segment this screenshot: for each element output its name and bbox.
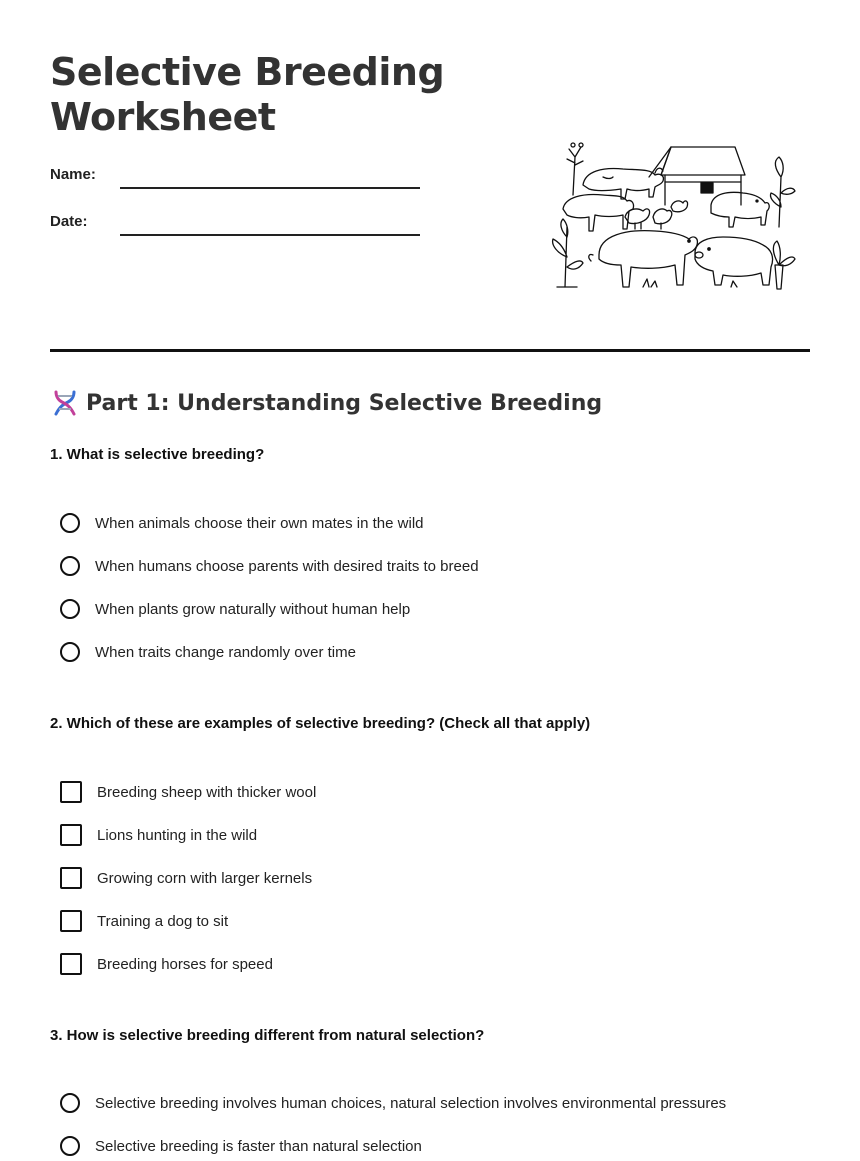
date-field[interactable] (120, 234, 420, 236)
q1-option-1[interactable] (60, 510, 424, 536)
option-label: Training a dog to sit (97, 912, 229, 930)
question-3: 3. How is selective breeding different from natural selection? (50, 1027, 485, 1044)
q1-option-4[interactable] (60, 639, 356, 665)
title-line-2: Worksheet (50, 95, 276, 139)
question-1: 1. What is selective breeding? (50, 446, 265, 463)
option-label: Lions hunting in the wild (97, 826, 258, 844)
option-label: When plants grow naturally without human help (95, 600, 411, 618)
worksheet-page (50, 0, 810, 1155)
option-label: When animals choose their own mates in the wild (95, 514, 424, 532)
q2-option-4[interactable] (60, 908, 228, 934)
name-field-row (50, 160, 420, 190)
date-field-row (50, 207, 420, 237)
q3-option-2[interactable] (60, 1133, 422, 1159)
name-field[interactable] (120, 187, 420, 189)
option-label: Selective breeding is faster than natural selection (95, 1137, 422, 1155)
checkbox[interactable] (60, 824, 82, 846)
radio-button[interactable] (60, 556, 80, 576)
option-label: Breeding sheep with thicker wool (97, 783, 317, 801)
radio-button[interactable] (60, 513, 80, 533)
name-label: Name: (50, 166, 96, 183)
date-label: Date: (50, 213, 88, 230)
radio-button[interactable] (60, 1093, 80, 1113)
header-divider (50, 349, 810, 352)
radio-button[interactable] (60, 642, 80, 662)
question-2: 2. Which of these are examples of selective breeding? (Check all that apply) (50, 715, 591, 732)
dna-icon (50, 388, 80, 418)
checkbox[interactable] (60, 781, 82, 803)
worksheet-title (50, 50, 444, 140)
option-label: Growing corn with larger kernels (97, 869, 313, 887)
part1-heading (50, 388, 602, 418)
title-line-1: Selective Breeding (50, 50, 445, 94)
option-label: When humans choose parents with desired traits to breed (95, 557, 479, 575)
radio-button[interactable] (60, 1136, 80, 1156)
option-label: Selective breeding involves human choices, natural selection involves environmental pressures (95, 1094, 727, 1112)
worksheet-header (50, 0, 810, 352)
option-label: When traits change randomly over time (95, 643, 356, 661)
checkbox[interactable] (60, 867, 82, 889)
q1-option-2[interactable] (60, 553, 479, 579)
checkbox[interactable] (60, 953, 82, 975)
part1-heading-text: Part 1: Understanding Selective Breeding (86, 390, 603, 416)
q3-option-1[interactable] (60, 1090, 726, 1116)
q2-option-1[interactable] (60, 779, 316, 805)
q2-option-3[interactable] (60, 865, 312, 891)
q2-option-2[interactable] (60, 822, 257, 848)
radio-button[interactable] (60, 599, 80, 619)
farm-animals-illustration (543, 137, 799, 295)
q2-option-5[interactable] (60, 951, 273, 977)
q1-option-3[interactable] (60, 596, 410, 622)
checkbox[interactable] (60, 910, 82, 932)
option-label: Breeding horses for speed (97, 955, 273, 973)
